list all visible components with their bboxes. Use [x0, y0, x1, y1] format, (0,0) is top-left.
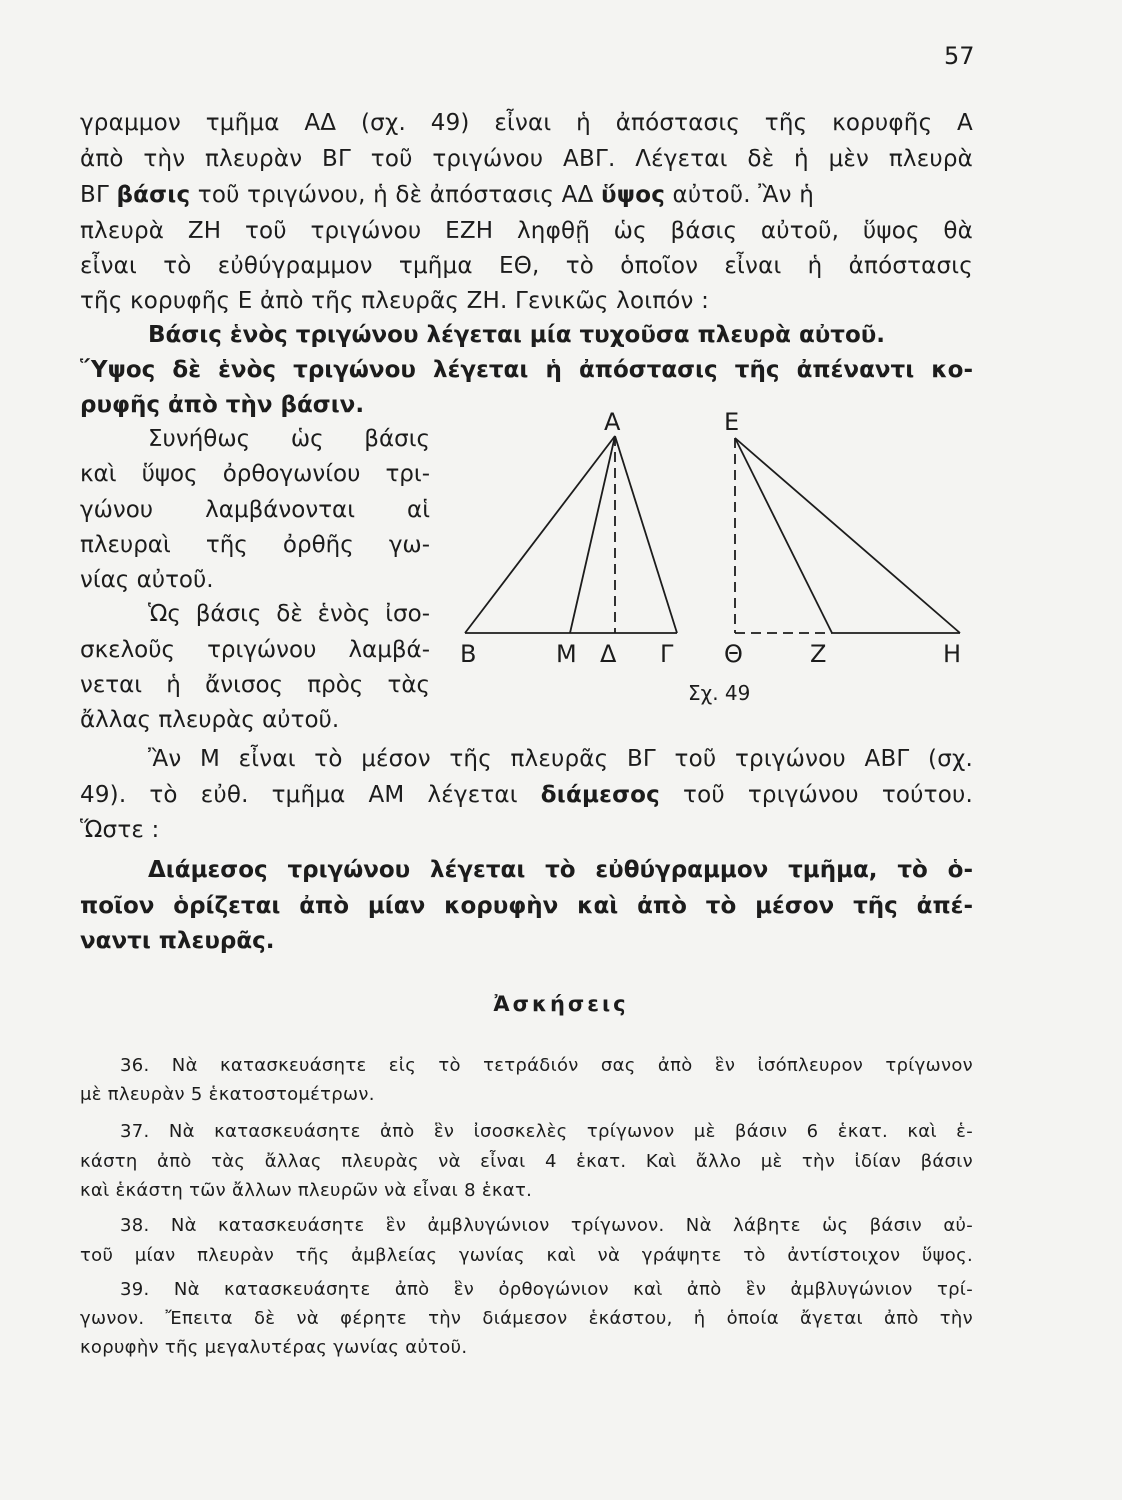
text-line: 49). τὸ εὐθ. τμῆμα ΑΜ λέγεται διάμεσος τοῦ τριγώνου τούτου.: [80, 782, 973, 808]
side-text-line: νεται ἡ ἄνισος πρὸς τὰς: [80, 672, 430, 698]
side-ag: [615, 436, 677, 633]
side-ez: [735, 438, 832, 633]
text-line: ΒΓ βάσις τοῦ τριγώνου, ἡ δὲ ἀπόστασις ΑΔ ὕψος αὐτοῦ. Ἂν ἡ: [80, 182, 814, 208]
side-text-line: νίας αὐτοῦ.: [80, 567, 214, 593]
exercise-line: 36. Νὰ κατασκευάσητε εἰς τὸ τετράδιόν σας ἀπὸ ἓν ἰσόπλευρον τρίγωνον: [120, 1055, 973, 1076]
label-delta: Δ: [600, 640, 617, 668]
label-mu: Μ: [556, 640, 577, 668]
figure-caption: Σχ. 49: [688, 681, 751, 705]
term-height: ὕψος: [601, 182, 666, 208]
exercise-line: 38. Νὰ κατασκευάσητε ἓν ἀμβλυγώνιον τρίγωνον. Νὰ λάβητε ὡς βάσιν αὐ-: [120, 1215, 973, 1236]
text-line: Ὥστε :: [80, 817, 160, 843]
side-text-line: καὶ ὕψος ὀρθογωνίου τρι-: [80, 461, 430, 487]
text-line: ἀπὸ τὴν πλευρὰν ΒΓ τοῦ τριγώνου ΑΒΓ. Λέγεται δὲ ἡ μὲν πλευρὰ: [80, 146, 973, 172]
label-eta: Η: [943, 640, 962, 668]
exercise-line: τοῦ μίαν πλευρὰν τῆς ἀμβλείας γωνίας καὶ νὰ γράψητε τὸ ἀντίστοιχον ὕψος.: [80, 1245, 973, 1266]
label-beta: Β: [460, 640, 477, 668]
definition-line: Ὕψος δὲ ἑνὸς τριγώνου λέγεται ἡ ἀπόστασις τῆς ἀπέναντι κο-: [80, 357, 973, 383]
text-line: πλευρὰ ΖΗ τοῦ τριγώνου ΕΖΗ ληφθῇ ὡς βάσις αὐτοῦ, ὕψος θὰ: [80, 218, 973, 244]
exercise-line: γωνον. Ἔπειτα δὲ νὰ φέρητε τὴν διάμεσον ἑκάστου, ἡ ὁποία ἄγεται ἀπὸ τὴν: [80, 1308, 973, 1329]
definition-line: ρυφῆς ἀπὸ τὴν βάσιν.: [80, 392, 365, 418]
text-line: τῆς κορυφῆς Ε ἀπὸ τῆς πλευρᾶς ΖΗ. Γενικῶς λοιπόν :: [80, 288, 710, 314]
label-gamma: Γ: [660, 640, 674, 668]
exercise-line: καὶ ἑκάστη τῶν ἄλλων πλευρῶν νὰ εἶναι 8 ἑκατ.: [80, 1180, 533, 1201]
exercise-line: 39. Νὰ κατασκευάσητε ἀπὸ ἓν ὀρθογώνιον καὶ ἀπὸ ἓν ἀμβλυγώνιον τρί-: [120, 1279, 973, 1300]
label-alpha: Α: [604, 408, 621, 436]
definition-line: Βάσις ἑνὸς τριγώνου λέγεται μία τυχοῦσα πλευρὰ αὐτοῦ.: [148, 322, 886, 348]
term-median: διάμεσος: [540, 782, 661, 808]
text-line: Ἂν Μ εἶναι τὸ μέσον τῆς πλευρᾶς ΒΓ τοῦ τριγώνου ΑΒΓ (σχ.: [148, 746, 973, 772]
side-text-line: πλευραὶ τῆς ὀρθῆς γω-: [80, 532, 430, 558]
definition-line: Διάμεσος τριγώνου λέγεται τὸ εὐθύγραμμον τμῆμα, τὸ ὁ-: [148, 857, 973, 883]
exercises-heading: Ἀσκήσεις: [493, 992, 629, 1016]
page-number: 57: [944, 42, 975, 70]
text-line: εἶναι τὸ εὐθύγραμμον τμῆμα ΕΘ, τὸ ὁποῖον εἶναι ἡ ἀπόστασις: [80, 253, 973, 279]
exercise-line: μὲ πλευρὰν 5 ἑκατοστομέτρων.: [80, 1084, 375, 1105]
side-text-line: γώνου λαμβάνονται αἱ: [80, 497, 430, 523]
side-text-line: σκελοῦς τριγώνου λαμβά-: [80, 637, 430, 663]
exercise-line: 37. Νὰ κατασκευάσητε ἀπὸ ἓν ἰσοσκελὲς τρίγωνον μὲ βάσιν 6 ἑκατ. καὶ ἑ-: [120, 1121, 973, 1142]
exercise-line: κορυφὴν τῆς μεγαλυτέρας γωνίας αὐτοῦ.: [80, 1337, 468, 1358]
exercise-line: κάστη ἀπὸ τὰς ἄλλας πλευρὰς νὰ εἶναι 4 ἑκατ. Καὶ ἄλλο μὲ τὴν ἰδίαν βάσιν: [80, 1151, 973, 1172]
side-text-line: Ὡς βάσις δὲ ἑνὸς ἰσο-: [148, 601, 430, 627]
label-theta: Θ: [724, 640, 743, 668]
side-eh: [735, 438, 960, 633]
side-text-line: Συνήθως ὡς βάσις: [148, 426, 430, 452]
label-epsilon: Ε: [724, 408, 740, 436]
label-zeta: Ζ: [810, 640, 827, 668]
definition-line: ναντι πλευρᾶς.: [80, 928, 275, 954]
definition-line: ποῖον ὁρίζεται ἀπὸ μίαν κορυφὴν καὶ ἀπὸ τὸ μέσον τῆς ἀπέ-: [80, 893, 973, 919]
figure-49-triangles: [440, 400, 980, 720]
side-text-line: ἄλλας πλευρὰς αὐτοῦ.: [80, 707, 340, 733]
term-basis: βάσις: [116, 182, 191, 208]
text-line: γραμμον τμῆμα ΑΔ (σχ. 49) εἶναι ἡ ἀπόστασις τῆς κορυφῆς Α: [80, 110, 973, 136]
